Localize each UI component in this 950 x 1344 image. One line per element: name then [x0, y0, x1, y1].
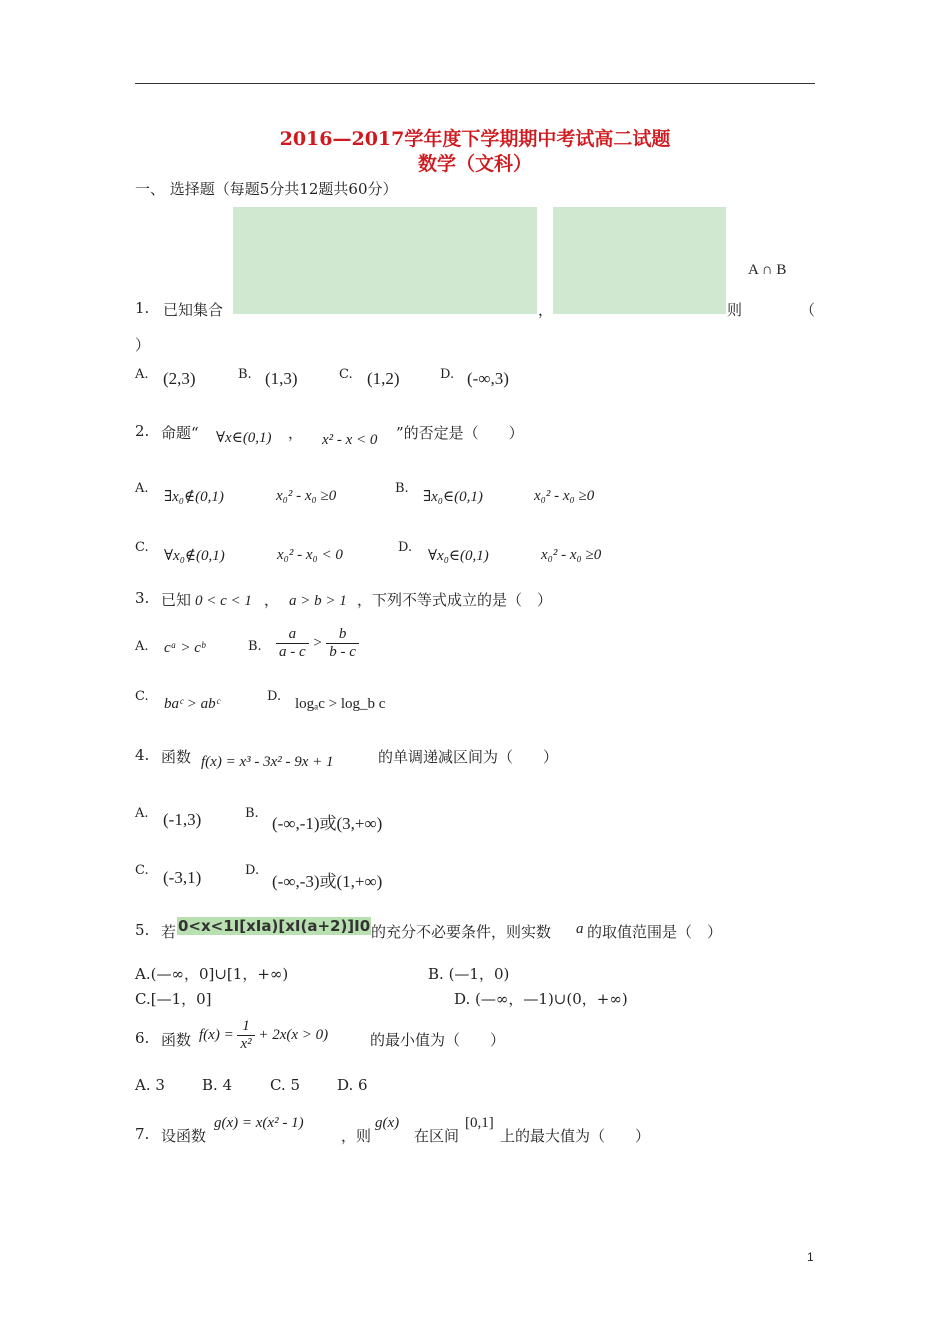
q4-math: f(x) = x³ - 3x² - 9x + 1 — [201, 754, 334, 770]
q4-number: 4. — [135, 746, 150, 764]
q2-option-b-label: B. — [395, 481, 409, 496]
q1-paren-close: ） — [135, 336, 151, 354]
q2-option-c-m2: x₀² - x₀ < 0 — [277, 547, 343, 563]
q7-number: 7. — [135, 1125, 150, 1143]
q4-option-b: (-∞,-1)或(3,+∞) — [272, 814, 383, 833]
q1-number: 1. — [135, 299, 150, 317]
q4-option-d: (-∞,-3)或(1,+∞) — [272, 872, 383, 891]
q6-number: 6. — [135, 1029, 150, 1047]
q7-math-2: g(x) — [375, 1115, 400, 1131]
exam-subtitle: 数学（文科） — [417, 153, 532, 175]
section-heading: 一、 选择题（每题5分共12题共60分） — [135, 180, 398, 198]
q6-math-rhs: + 2x(x > 0) — [258, 1027, 329, 1043]
q2-math-1: ∀x∈(0,1) — [216, 430, 272, 446]
q7-stem-d: 上的最大值为（ ） — [500, 1127, 651, 1145]
q1-option-d-label: D. — [440, 367, 455, 382]
q2-option-a-m1: ∃x₀∉(0,1) — [164, 489, 224, 505]
q1-then: 则 — [727, 301, 743, 319]
q1-option-a: (2,3) — [163, 369, 196, 388]
q6-frac-den: x² — [240, 1036, 252, 1052]
q3-option-c: baᶜ > abᶜ — [164, 696, 220, 712]
q5-option-d — [454, 988, 628, 1009]
q3-math-2: a > b > 1 — [289, 593, 347, 609]
q6-option-d-text: 6 — [358, 1076, 368, 1094]
q5-condition-highlight — [177, 916, 371, 935]
q6-option-c-label: C. — [270, 1076, 286, 1094]
q2-option-d-label: D. — [398, 540, 413, 555]
q4-option-a-label: A. — [135, 806, 149, 821]
q4-option-d-label: D. — [245, 863, 260, 878]
q3-option-b-den-2: b - c — [329, 644, 356, 660]
q6-math — [199, 1018, 328, 1053]
q1-option-b: (1,3) — [265, 369, 298, 388]
q4-option-a: (-1,3) — [163, 810, 202, 829]
q1-option-d: (-∞,3) — [467, 369, 509, 388]
q7-math-1: g(x) = x(x² - 1) — [214, 1115, 304, 1131]
q6-option-d-label: D. — [337, 1076, 354, 1094]
q3-comma: ， — [264, 591, 280, 609]
q1-option-c-label: C. — [339, 367, 353, 382]
q6-option-a — [135, 1076, 165, 1094]
q5-stem-a: 若 — [161, 923, 177, 941]
q3-option-d-label: D. — [267, 689, 282, 704]
q1-option-b-label: B. — [238, 367, 252, 382]
page-number: 1 — [807, 1250, 814, 1264]
q2-option-a-label: A. — [135, 481, 149, 496]
q4-stem-a: 函数 — [161, 748, 192, 766]
q6-option-a-text: 3 — [155, 1076, 165, 1094]
q4-option-b-label: B. — [245, 806, 259, 821]
q2-option-a-m2: x₀² - x₀ ≥0 — [276, 488, 337, 504]
q2-option-d-m1: ∀x₀∈(0,1) — [428, 548, 489, 564]
q2-math-2: x² - x < 0 — [322, 432, 378, 448]
q5-option-d-label: D. — [454, 990, 471, 1008]
q5-option-b-label: B. — [428, 965, 444, 983]
q6-option-b — [202, 1076, 232, 1094]
q3-option-b-num-1: a — [276, 626, 309, 644]
set-a-image-placeholder — [233, 207, 537, 314]
q1-comma: ， — [538, 301, 554, 319]
q5-option-c-label: C. — [135, 990, 151, 1008]
q5-option-b — [428, 963, 509, 984]
q6-stem-a: 函数 — [161, 1031, 192, 1049]
set-b-image-placeholder — [553, 207, 726, 314]
q3-option-a-label: A. — [135, 639, 149, 654]
q2-stem-a: 命题“ — [161, 424, 199, 442]
exam-title: 2016—2017学年度下学期期中考试高二试题 — [279, 128, 671, 150]
q7-stem-a: 设函数 — [161, 1127, 207, 1145]
q6-fraction — [237, 1018, 254, 1053]
q5-stem-c: 的取值范围是（ ） — [587, 923, 723, 941]
q5-option-c — [135, 988, 212, 1009]
q1-option-a-label: A. — [135, 367, 149, 382]
q2-option-b-m2: x₀² - x₀ ≥0 — [534, 488, 595, 504]
q5-var: a — [576, 921, 584, 937]
q6-option-b-text: 4 — [222, 1076, 233, 1094]
q1-paren-open: （ — [800, 301, 816, 319]
q2-stem-b: ”的否定是（ ） — [396, 424, 524, 442]
q2-number: 2. — [135, 422, 150, 440]
q3-option-b-label: B. — [248, 639, 262, 654]
q5-stem-b: 的充分不必要条件，则实数 — [371, 923, 552, 941]
q5-option-a-label: A. — [135, 965, 151, 983]
q2-option-d-m2: x₀² - x₀ ≥0 — [541, 547, 602, 563]
q4-stem-b: 的单调递减区间为（ ） — [378, 748, 559, 766]
q6-option-b-label: B. — [202, 1076, 218, 1094]
q5-option-d-text: (—∞，—1)∪(0，+∞) — [475, 990, 628, 1008]
q2-option-b-m1: ∃x₀∈(0,1) — [423, 489, 483, 505]
q6-frac-num: 1 — [237, 1018, 254, 1036]
q5-option-c-text: [—1，0] — [150, 990, 212, 1008]
q5-option-a-text: (—∞，0]∪[1，+∞) — [150, 965, 289, 983]
q5-number: 5. — [135, 921, 150, 939]
q5-condition-text: 0<x<1I[xIa)[xI(a+2)]I0 — [178, 917, 371, 935]
q3-option-b — [276, 626, 359, 661]
header-rule — [135, 83, 815, 84]
q3-option-a: cᵃ > cᵇ — [164, 640, 205, 656]
q5-option-a — [135, 963, 288, 984]
q3-option-d: logₐc > log_b c — [295, 696, 386, 712]
q3-option-c-label: C. — [135, 689, 149, 704]
q3-number: 3. — [135, 589, 150, 607]
q3-stem-b: ，下列不等式成立的是（ ） — [357, 591, 553, 609]
q7-stem-b: ，则 — [341, 1127, 372, 1145]
q6-option-c — [270, 1076, 300, 1094]
q6-option-d — [337, 1076, 368, 1094]
q6-option-c-text: 5 — [290, 1076, 301, 1094]
q2-option-c-label: C. — [135, 540, 149, 555]
q7-stem-c: 在区间 — [414, 1127, 460, 1145]
q1-stem: 已知集合 — [163, 301, 224, 319]
q3-option-b-gt: > — [312, 635, 323, 651]
q6-option-a-label: A. — [135, 1076, 151, 1094]
q3-option-b-fraction-1 — [276, 626, 309, 661]
q4-option-c-label: C. — [135, 863, 149, 878]
q3-stem-a: 已知 — [161, 591, 192, 609]
q3-math-1: 0 < c < 1 — [195, 593, 252, 609]
q3-option-b-num-2: b — [326, 626, 359, 644]
q2-option-c-m1: ∀x₀∉(0,1) — [164, 548, 225, 564]
q3-option-b-fraction-2 — [326, 626, 359, 661]
q5-option-b-text: (—1，0) — [448, 965, 510, 983]
q6-stem-b: 的最小值为（ ） — [370, 1031, 506, 1049]
q3-option-b-den-1: a - c — [279, 644, 306, 660]
q1-intersection: A ∩ B — [748, 262, 787, 278]
q6-math-lhs: f(x) = — [199, 1027, 234, 1043]
q2-comma: ， — [288, 424, 304, 442]
q7-math-3: [0,1] — [465, 1115, 494, 1131]
q4-option-c: (-3,1) — [163, 868, 202, 887]
q1-option-c: (1,2) — [367, 369, 400, 388]
